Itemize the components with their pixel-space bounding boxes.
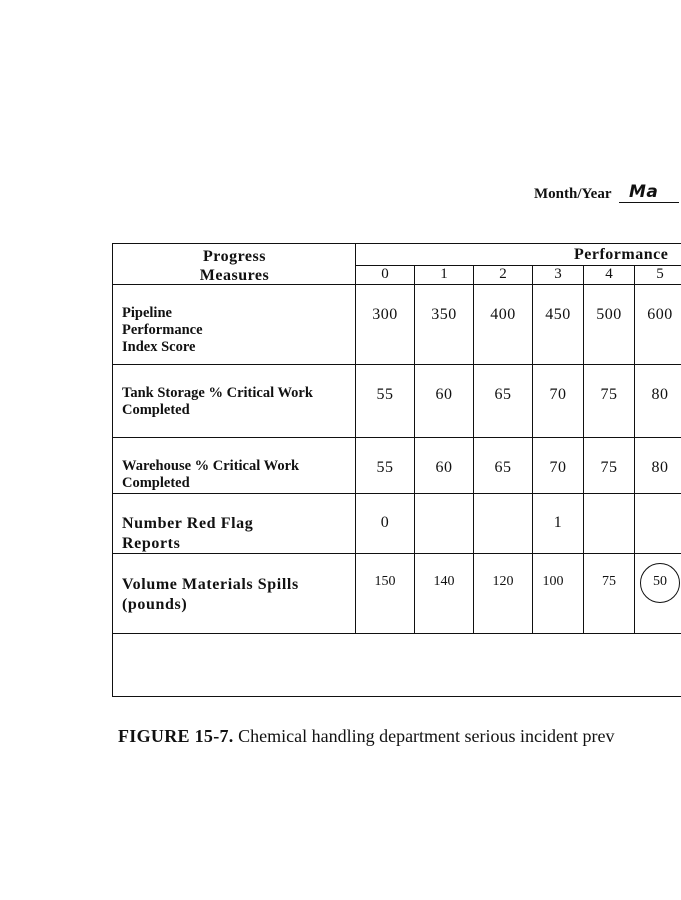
- performance-matrix-table: [112, 243, 681, 697]
- table-cell: 55: [376, 386, 394, 403]
- table-cell: 80: [651, 459, 669, 476]
- table-cell: 65: [494, 459, 512, 476]
- progress-header-line1: Progress: [203, 248, 266, 265]
- table-cell: 450: [545, 306, 571, 323]
- table-cell: 150: [374, 574, 396, 589]
- measure-label-line: Tank Storage % Critical Work: [122, 385, 313, 401]
- figure-caption-label: FIGURE 15-7.: [118, 726, 234, 746]
- table-cell: 140: [433, 574, 455, 589]
- table-cell: 500: [596, 306, 622, 323]
- measure-label-line: Warehouse % Critical Work: [122, 458, 300, 474]
- measure-label-line: Completed: [122, 475, 190, 491]
- table-cell: 100: [542, 574, 564, 589]
- row-divider: [113, 364, 681, 365]
- score-level-4: 4: [605, 266, 613, 282]
- table-cell: 350: [431, 306, 457, 323]
- table-cell: 75: [600, 386, 618, 403]
- table-cell: 75: [602, 574, 616, 589]
- score-level-1: 1: [440, 266, 448, 282]
- measure-label-line: Pipeline: [122, 305, 172, 321]
- month-year-blank: [619, 184, 679, 203]
- measure-label-line: Index Score: [122, 339, 196, 355]
- table-cell: 60: [435, 386, 453, 403]
- score-level-0: 0: [381, 266, 389, 282]
- measure-label-line: Reports: [122, 535, 181, 552]
- progress-header-line2: Measures: [199, 267, 270, 284]
- measure-tank-storage: [122, 385, 313, 419]
- table-cell: 70: [549, 386, 567, 403]
- table-cell: 300: [372, 306, 398, 323]
- table-cell: 75: [600, 459, 618, 476]
- measure-pipeline-performance: [122, 305, 203, 356]
- figure-caption-text: Chemical handling department serious incident prev: [238, 726, 615, 746]
- measure-volume-spills: [122, 575, 299, 615]
- table-cell: 400: [490, 306, 516, 323]
- figure-caption: [118, 726, 615, 747]
- table-cell: 70: [549, 459, 567, 476]
- measure-label-line: Volume Materials Spills: [122, 576, 299, 593]
- table-cell: 600: [647, 306, 673, 323]
- month-year-handwritten-value: Ma: [628, 182, 659, 202]
- month-year-label: Month/Year: [534, 186, 612, 202]
- score-level-2: 2: [499, 266, 507, 282]
- score-level-5: 5: [656, 266, 664, 282]
- performance-header: Performance: [574, 246, 669, 263]
- measure-label-line: Completed: [122, 402, 190, 418]
- table-cell: 1: [553, 514, 563, 531]
- table-cell: 65: [494, 386, 512, 403]
- row-divider: [113, 633, 681, 634]
- row-divider: [113, 437, 681, 438]
- table-cell: 120: [492, 574, 514, 589]
- table-cell: 50: [653, 574, 667, 589]
- progress-measures-header: [113, 247, 356, 285]
- table-cell: 0: [380, 514, 390, 531]
- score-level-3: 3: [554, 266, 562, 282]
- table-cell: 80: [651, 386, 669, 403]
- table-cell: 55: [376, 459, 394, 476]
- measure-label-line: Performance: [122, 322, 203, 338]
- measure-label-line: Number Red Flag: [122, 515, 254, 532]
- row-divider: [113, 493, 681, 494]
- measure-red-flag-reports: [122, 514, 253, 554]
- measure-warehouse: [122, 458, 299, 492]
- table-cell: 60: [435, 459, 453, 476]
- month-year-field: [534, 184, 679, 203]
- measure-label-line: (pounds): [122, 596, 188, 613]
